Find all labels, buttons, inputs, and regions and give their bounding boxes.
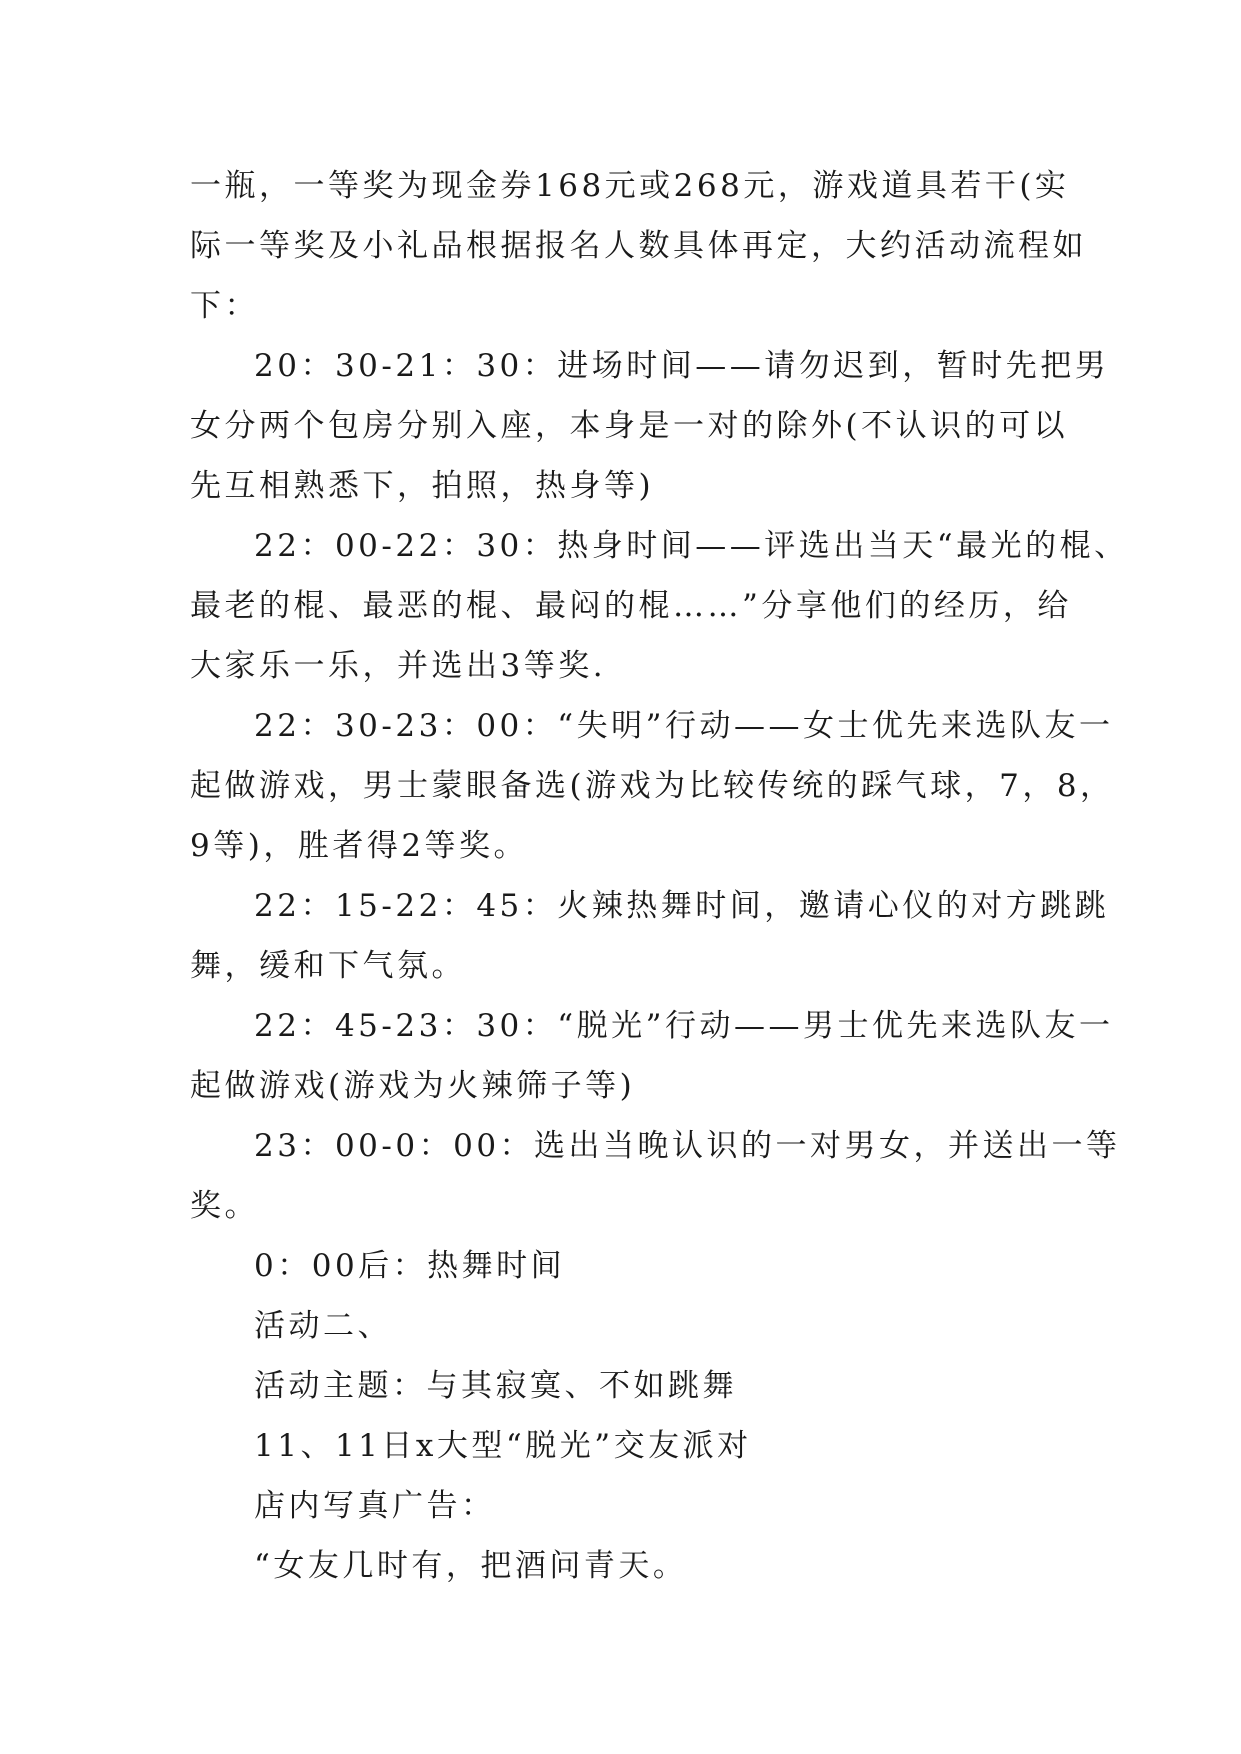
text-line: 22：15-22：45：火辣热舞时间，邀请心仪的对方跳跳 — [254, 888, 1110, 924]
text-line: “女友几时有，把酒问青天。 — [254, 1548, 688, 1584]
text-line: 舞，缓和下气氛。 — [190, 948, 466, 984]
text-line: 11、11日x大型“脱光”交友派对 — [254, 1428, 752, 1464]
text-line: 22：45-23：30：“脱光”行动——男士优先来选队友一 — [254, 1008, 1114, 1044]
text-line: 0：00后：热舞时间 — [254, 1248, 566, 1284]
text-line: 下： — [190, 288, 259, 324]
text-line: 20：30-21：30：进场时间——请勿迟到，暂时先把男 — [254, 348, 1110, 384]
text-line: 22：00-22：30：热身时间——评选出当天“最光的棍、 — [254, 528, 1129, 564]
text-line: 先互相熟悉下，拍照，热身等) — [190, 468, 655, 504]
text-line: 女分两个包房分别入座，本身是一对的除外(不认识的可以 — [190, 408, 1069, 444]
text-line: 大家乐一乐，并选出3等奖. — [190, 648, 607, 684]
text-line: 9等)，胜者得2等奖。 — [190, 828, 529, 864]
text-line: 起做游戏(游戏为火辣筛子等) — [190, 1068, 636, 1104]
text-line: 店内写真广告： — [254, 1488, 496, 1524]
text-line: 一瓶，一等奖为现金券168元或268元，游戏道具若干(实 — [190, 168, 1070, 204]
text-line: 22：30-23：00：“失明”行动——女士优先来选队友一 — [254, 708, 1114, 744]
text-line: 活动主题：与其寂寞、不如跳舞 — [254, 1368, 737, 1404]
text-line: 活动二、 — [254, 1308, 392, 1344]
text-line: 23：00-0：00：选出当晚认识的一对男女，并送出一等 — [254, 1128, 1121, 1164]
text-line: 际一等奖及小礼品根据报名人数具体再定，大约活动流程如 — [190, 228, 1087, 264]
text-line: 最老的棍、最恶的棍、最闷的棍……”分享他们的经历，给 — [190, 588, 1072, 624]
text-line: 起做游戏，男士蒙眼备选(游戏为比较传统的踩气球，7，8， — [190, 768, 1115, 804]
text-line: 奖。 — [190, 1188, 259, 1224]
